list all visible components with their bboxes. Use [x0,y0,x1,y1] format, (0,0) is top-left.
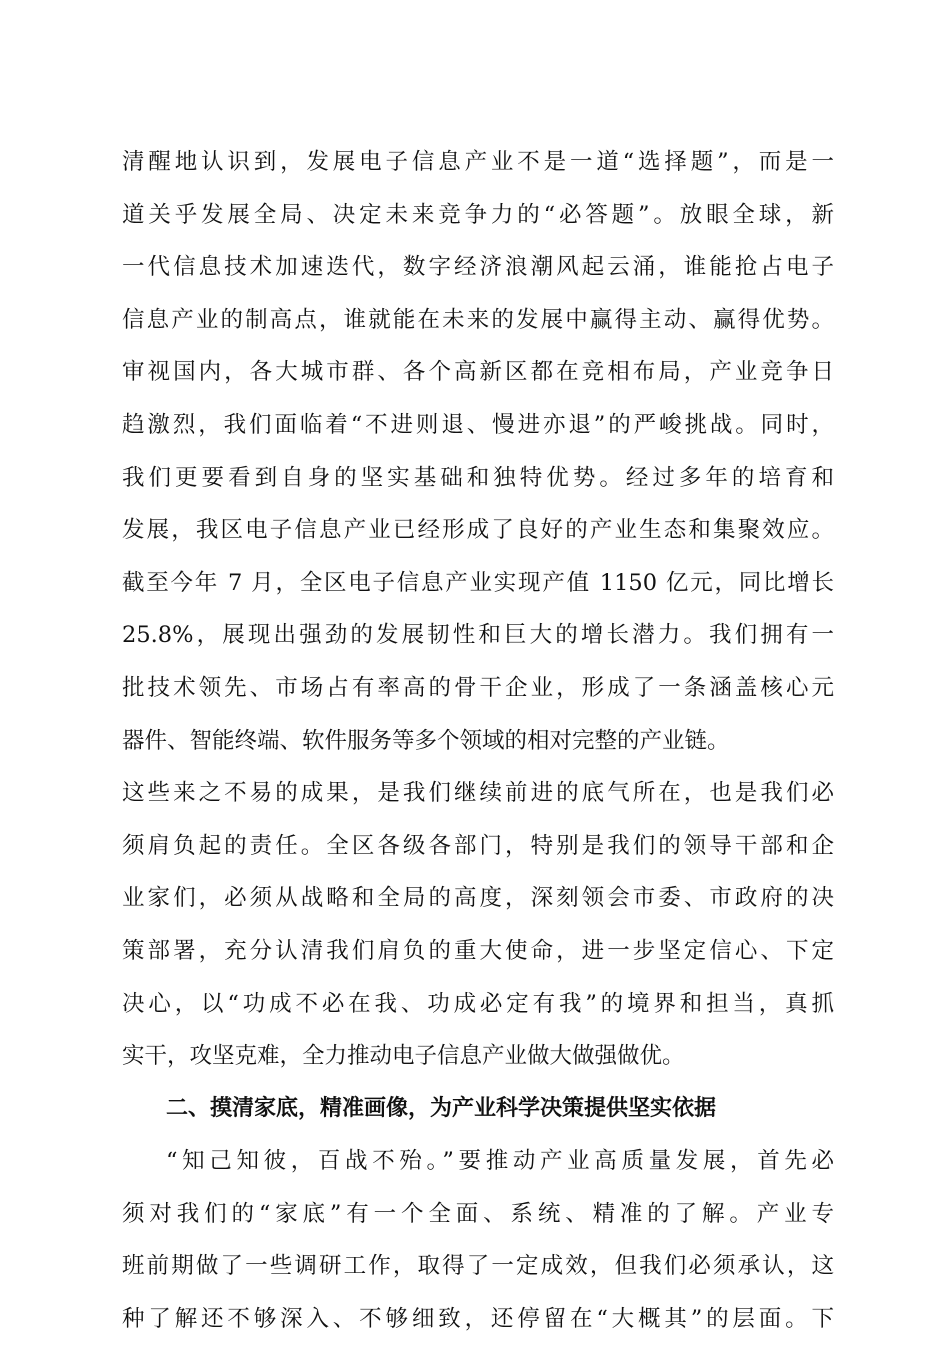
paragraph-line: 器件、智能终端、软件服务等多个领域的相对完整的产业链。 [122,727,730,754]
paragraph-line: 发展，我区电子信息产业已经形成了良好的产业生态和集聚效应。 [122,517,834,544]
paragraph-line: “知己知彼，百战不殆。”要推动产业高质量发展，首先必 [166,1148,834,1175]
document-body [122,136,834,1346]
paragraph-line: 这些来之不易的成果，是我们继续前进的底气所在，也是我们必 [122,780,834,807]
paragraph-line: 审视国内，各大城市群、各个高新区都在竞相布局，产业竞争日 [122,359,834,386]
paragraph-line: 25.8%，展现出强劲的发展韧性和巨大的增长潜力。我们拥有一 [122,622,834,649]
paragraph-line: 种了解还不够深入、不够细致，还停留在“大概其”的层面。下 [122,1306,834,1333]
paragraph-line: 实干，攻坚克难，全力推动电子信息产业做大做强做优。 [122,1043,685,1070]
paragraph-line: 批技术领先、市场占有率高的骨干企业，形成了一条涵盖核心元 [122,674,834,701]
paragraph-line: 信息产业的制高点，谁就能在未来的发展中赢得主动、赢得优势。 [122,306,834,333]
paragraph-line: 须对我们的“家底”有一个全面、系统、精准的了解。产业专 [122,1200,834,1227]
paragraph-line: 截至今年 7 月，全区电子信息产业实现产值 1150 亿元，同比增长 [122,569,834,596]
paragraph-line: 一代信息技术加速迭代，数字经济浪潮风起云涌，谁能抢占电子 [122,254,834,281]
paragraph-line: 道关乎发展全局、决定未来竞争力的“必答题”。放眼全球，新 [122,201,834,228]
paragraph-line: 清醒地认识到，发展电子信息产业不是一道“选择题”，而是一 [122,149,834,175]
paragraph-line: 业家们，必须从战略和全局的高度，深刻领会市委、市政府的决 [122,885,834,912]
paragraph-line: 我们更要看到自身的坚实基础和独特优势。经过多年的培育和 [122,464,834,491]
paragraph-line: 须肩负起的责任。全区各级各部门，特别是我们的领导干部和企 [122,832,834,859]
paragraph-line: 班前期做了一些调研工作，取得了一定成效，但我们必须承认，这 [122,1253,834,1280]
paragraph-line: 策部署，充分认清我们肩负的重大使命，进一步坚定信心、下定 [122,937,834,964]
paragraph-line: 趋激烈，我们面临着“不进则退、慢进亦退”的严峻挑战。同时， [122,411,834,438]
paragraph-line: 决心，以“功成不必在我、功成必定有我”的境界和担当，真抓 [122,990,834,1017]
section-heading: 二、摸清家底，精准画像，为产业科学决策提供坚实依据 [166,1095,717,1121]
